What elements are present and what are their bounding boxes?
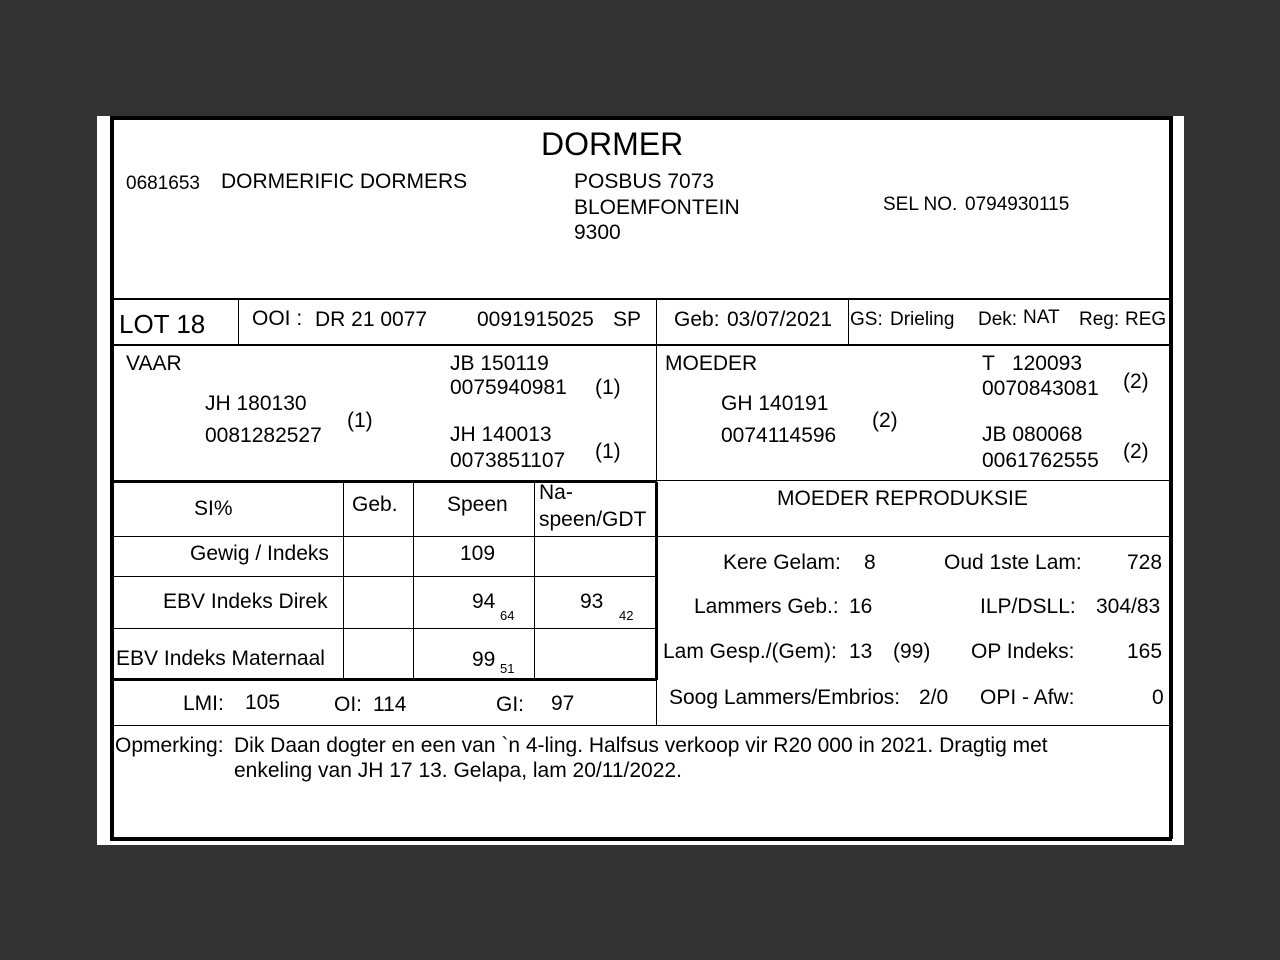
si-row-1-speen: 109 bbox=[460, 542, 496, 565]
moeder-dam-number: 0061762555 bbox=[982, 449, 1099, 472]
si-row-line-2 bbox=[112, 576, 657, 577]
oud-label: Oud 1ste Lam: bbox=[944, 551, 1082, 574]
op-indeks-value: 165 bbox=[1127, 640, 1163, 663]
address-line-2: BLOEMFONTEIN bbox=[574, 196, 740, 219]
vaar-dam-grade: (1) bbox=[595, 440, 621, 463]
si-col-line-1 bbox=[343, 482, 344, 679]
address-line-1: POSBUS 7073 bbox=[574, 170, 715, 193]
moeder-dam-grade: (2) bbox=[1123, 440, 1149, 463]
si-row-3-label: EBV Indeks Maternaal bbox=[116, 647, 325, 670]
divider-lot-top bbox=[112, 298, 1172, 300]
repro-top bbox=[657, 480, 1172, 481]
si-header-si: SI% bbox=[194, 497, 233, 520]
lmi-value: 105 bbox=[245, 691, 281, 714]
si-table-top bbox=[112, 480, 657, 483]
remarks-line-1: Dik Daan dogter en een van `n 4-ling. Halfsus verkoop vir R20 000 in 2021. Dragtig met bbox=[234, 734, 1048, 757]
lammers-geb-value: 16 bbox=[849, 595, 873, 618]
si-row-line-1 bbox=[112, 536, 657, 537]
moeder-grade: (2) bbox=[872, 409, 898, 432]
vaar-sire-number: 0075940981 bbox=[450, 376, 567, 399]
vaar-dam-number: 0073851107 bbox=[450, 449, 566, 472]
oi-value: 114 bbox=[373, 693, 407, 716]
soog-label: Soog Lammers/Embrios: bbox=[669, 686, 901, 709]
si-row-line-3 bbox=[112, 628, 657, 629]
reg-value: REG bbox=[1125, 309, 1167, 330]
si-header-naspeen-1: Na- bbox=[539, 481, 573, 504]
frame-left bbox=[110, 116, 114, 839]
si-row-2-naspeen: 93 bbox=[580, 590, 604, 613]
frame-bottom bbox=[110, 837, 1172, 841]
lam-gem-value: (99) bbox=[893, 640, 931, 663]
reg-label: Reg: bbox=[1079, 309, 1120, 330]
si-table-bottom bbox=[112, 678, 657, 681]
soog-value: 2/0 bbox=[919, 686, 949, 709]
vaar-sire-grade: (1) bbox=[595, 376, 621, 399]
ilp-value: 304/83 bbox=[1096, 595, 1161, 618]
frame-top bbox=[110, 116, 1172, 120]
ooi-id: DR 21 0077 bbox=[315, 308, 428, 331]
si-col-line-3 bbox=[534, 482, 535, 679]
si-row-1-label: Gewig / Indeks bbox=[190, 542, 329, 565]
si-row-2-naspeen-sub: 42 bbox=[619, 608, 634, 623]
si-row-2-speen-sub: 64 bbox=[500, 608, 515, 623]
dek-value: NAT bbox=[1023, 307, 1060, 328]
si-header-speen: Speen bbox=[447, 493, 508, 516]
remarks-line-2: enkeling van JH 17 13. Gelapa, lam 20/11/2022. bbox=[234, 759, 682, 782]
breeder-number: 0681653 bbox=[126, 173, 200, 194]
si-header-geb: Geb. bbox=[352, 493, 398, 516]
lmi-label: LMI: bbox=[183, 692, 224, 715]
moeder-sire-id: T 120093 bbox=[982, 352, 1083, 375]
vaar-number: 0081282527 bbox=[205, 424, 322, 447]
breed-title: DORMER bbox=[541, 126, 684, 162]
breeder-name: DORMERIFIC DORMERS bbox=[221, 170, 468, 193]
ooi-reg-number: 0091915025 bbox=[477, 308, 594, 331]
opi-label: OPI - Afw: bbox=[980, 686, 1075, 709]
repro-title: MOEDER REPRODUKSIE bbox=[777, 487, 1028, 510]
divider-pedigree-top bbox=[112, 344, 1172, 346]
divider-lot-3 bbox=[848, 299, 849, 345]
geb-label: Geb: bbox=[674, 308, 720, 331]
opi-value: 0 bbox=[1152, 686, 1164, 709]
vaar-dam-id: JH 140013 bbox=[450, 423, 552, 446]
gs-value: Drieling bbox=[890, 309, 955, 330]
geb-date: 03/07/2021 bbox=[727, 308, 833, 331]
gi-value: 97 bbox=[551, 692, 575, 715]
op-indeks-label: OP Indeks: bbox=[971, 640, 1075, 663]
divider-lot-2 bbox=[656, 299, 657, 345]
moeder-sire-number: 0070843081 bbox=[982, 377, 1099, 400]
lot-label: LOT 18 bbox=[119, 309, 206, 339]
gi-label: GI: bbox=[496, 693, 525, 716]
ooi-label: OOI : bbox=[252, 307, 303, 330]
frame-right bbox=[1169, 116, 1173, 839]
address-line-3: 9300 bbox=[574, 221, 621, 244]
si-row-3-speen: 99 bbox=[472, 648, 496, 671]
oi-label: OI: bbox=[334, 693, 363, 716]
lot-card bbox=[97, 116, 1184, 845]
lammers-geb-label: Lammers Geb.: bbox=[694, 595, 839, 618]
moeder-number: 0074114596 bbox=[721, 424, 837, 447]
si-col-line-2 bbox=[413, 482, 414, 679]
divider-lot-1 bbox=[238, 299, 239, 345]
lam-gesp-value: 13 bbox=[849, 640, 873, 663]
si-row-2-label: EBV Indeks Direk bbox=[163, 590, 328, 613]
oud-value: 728 bbox=[1127, 551, 1163, 574]
divider-repro-left bbox=[656, 481, 657, 726]
moeder-sire-grade: (2) bbox=[1123, 370, 1149, 393]
vaar-sire-id: JB 150119 bbox=[450, 352, 549, 375]
si-row-2-speen: 94 bbox=[472, 590, 496, 613]
sel-label: SEL NO. bbox=[883, 194, 958, 215]
moeder-label: MOEDER bbox=[665, 352, 758, 375]
divider-pedigree-mid bbox=[656, 345, 657, 480]
si-header-naspeen-2: speen/GDT bbox=[539, 508, 647, 531]
kere-gelam-label: Kere Gelam: bbox=[723, 551, 841, 574]
moeder-id: GH 140191 bbox=[721, 392, 829, 415]
lam-gesp-label: Lam Gesp./(Gem): bbox=[663, 640, 837, 663]
sel-number: 0794930115 bbox=[965, 194, 1070, 215]
moeder-dam-id: JB 080068 bbox=[982, 423, 1083, 446]
vaar-grade: (1) bbox=[347, 409, 373, 432]
vaar-label: VAAR bbox=[126, 352, 182, 375]
ooi-reg-code: SP bbox=[613, 308, 642, 331]
kere-gelam-value: 8 bbox=[864, 551, 876, 574]
gs-label: GS: bbox=[850, 309, 883, 330]
remarks-label: Opmerking: bbox=[115, 734, 224, 757]
vaar-id: JH 180130 bbox=[205, 392, 307, 415]
divider-remarks-top bbox=[112, 725, 1172, 726]
dek-label: Dek: bbox=[978, 309, 1018, 330]
si-row-3-speen-sub: 51 bbox=[500, 661, 515, 676]
ilp-label: ILP/DSLL: bbox=[980, 595, 1076, 618]
repro-title-line bbox=[657, 536, 1172, 537]
